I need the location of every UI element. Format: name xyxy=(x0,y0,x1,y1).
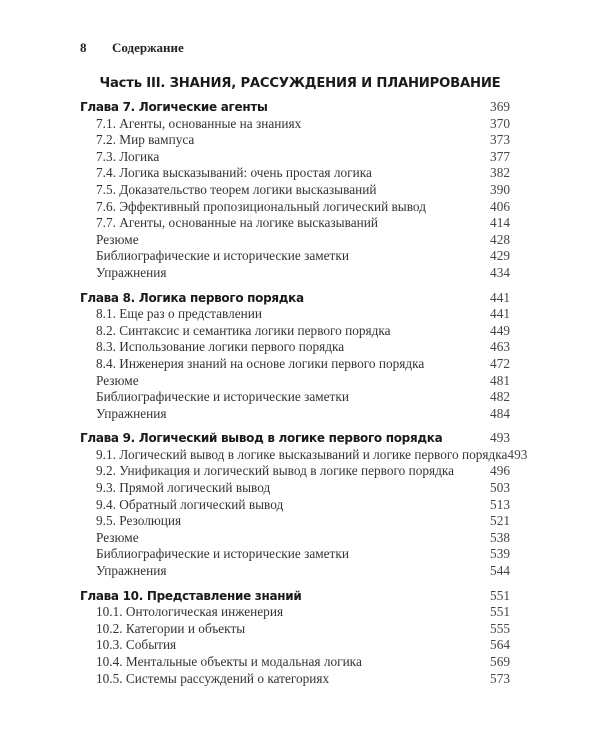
toc-entry-title: 7.5. Доказательство теорем логики высказываний xyxy=(96,181,377,197)
toc-entry-title: 8.2. Синтаксис и семантика логики первого порядка xyxy=(96,322,391,338)
toc-entry xyxy=(80,389,510,406)
toc-entry-page: 472 xyxy=(490,355,510,371)
toc-entry-title: Упражнения xyxy=(96,264,167,280)
toc-entry-page: 569 xyxy=(490,654,510,669)
toc-entry-title: Библиографические и исторические заметки xyxy=(96,248,349,264)
toc-entry-title: 10.2. Категории и объекты xyxy=(96,620,246,636)
toc-entry-title: 9.3. Прямой логический вывод xyxy=(96,480,271,496)
page-number: 8 xyxy=(80,40,87,55)
toc-entry xyxy=(80,563,510,580)
toc-entry-page: 513 xyxy=(490,496,510,512)
toc-entry-page: 521 xyxy=(490,513,510,529)
toc-entry-page: 428 xyxy=(490,231,510,247)
toc-entry-title: Резюме xyxy=(96,529,139,545)
toc-entry-page: 373 xyxy=(490,132,510,148)
toc-entry xyxy=(80,480,510,497)
toc-entry-title: 9.5. Резолюция xyxy=(96,513,182,529)
toc-entry-title: Упражнения xyxy=(96,563,167,579)
toc-entry-title: 8.4. Инженерия знаний на основе логики первого порядка xyxy=(96,355,425,371)
toc-entry-page: 434 xyxy=(490,264,510,280)
toc-entry-page: 390 xyxy=(490,181,510,197)
toc-entry xyxy=(80,132,510,149)
toc-entry-title: 9.4. Обратный логический вывод xyxy=(96,496,284,512)
toc-entry-page: 406 xyxy=(490,198,510,214)
toc-entry-page: 539 xyxy=(490,546,510,562)
toc-entry-title: 9.1. Логический вывод в логике высказываний и логике первого порядка xyxy=(96,446,508,462)
toc-chapter xyxy=(80,588,510,605)
toc-entry xyxy=(80,323,510,340)
toc-entry xyxy=(80,232,510,249)
toc-chapter-title: Глава 7. Логические агенты xyxy=(80,100,268,114)
toc-entry xyxy=(80,339,510,356)
toc-entry-page: 551 xyxy=(490,604,510,620)
toc-entry-page: 544 xyxy=(490,563,510,579)
toc-chapter xyxy=(80,290,510,307)
toc-chapter-title: Глава 8. Логика первого порядка xyxy=(80,290,304,305)
toc-entry-page: 564 xyxy=(490,637,510,653)
toc-entry-page: 493 xyxy=(507,446,528,462)
running-head-title: Содержание xyxy=(112,40,184,55)
toc-chapter-title: Глава 10. Представление знаний xyxy=(80,588,302,603)
toc-entry-page: 503 xyxy=(490,480,510,496)
toc-entry-title: 7.4. Логика высказываний: очень простая логика xyxy=(96,165,372,181)
toc-entry xyxy=(80,497,510,514)
part-title: Часть III. ЗНАНИЯ, РАССУЖДЕНИЯ И ПЛАНИРОВАНИЕ xyxy=(99,76,501,91)
toc-entry xyxy=(80,356,510,373)
toc-entry xyxy=(80,446,528,464)
toc-chapter-page: 551 xyxy=(490,587,510,603)
toc-entry xyxy=(80,165,510,182)
toc-entry xyxy=(80,637,510,654)
toc-entry-page: 463 xyxy=(490,339,510,355)
toc-entry-page: 496 xyxy=(490,463,510,479)
toc-entry xyxy=(80,513,510,530)
toc-entry-title: 10.1. Онтологическая инженерия xyxy=(96,604,284,620)
toc-entry xyxy=(80,182,510,199)
toc-entry xyxy=(80,654,510,671)
toc-entry xyxy=(80,265,510,282)
toc-entry-page: 555 xyxy=(490,620,510,636)
toc-entry-page: 429 xyxy=(490,248,510,264)
toc-entry xyxy=(80,463,510,480)
toc-entry xyxy=(80,215,510,232)
toc-entry-title: 7.6. Эффективный пропозициональный логический вывод xyxy=(96,198,426,214)
toc-entry xyxy=(80,406,510,423)
toc-entry-page: 441 xyxy=(490,306,510,322)
running-head xyxy=(80,40,184,56)
toc-entry-title: Резюме xyxy=(96,231,139,247)
toc-entry-page: 538 xyxy=(490,529,510,545)
table-of-contents xyxy=(80,99,528,687)
toc-entry xyxy=(80,116,510,133)
toc-chapter-title: Глава 9. Логический вывод в логике первого порядка xyxy=(80,431,443,446)
toc-entry-page: 573 xyxy=(490,670,510,686)
toc-entry-page: 482 xyxy=(490,389,510,405)
toc-entry-title: 10.4. Ментальные объекты и модальная логика xyxy=(96,654,362,669)
toc-entry-title: Упражнения xyxy=(96,405,167,421)
toc-entry-title: 8.3. Использование логики первого порядка xyxy=(96,339,345,355)
toc-entry xyxy=(80,248,510,265)
toc-chapter xyxy=(80,99,510,116)
toc-entry-title: 8.1. Еще раз о представлении xyxy=(96,306,262,322)
toc-entry-page: 382 xyxy=(490,165,510,181)
toc-entry-page: 414 xyxy=(490,215,510,231)
toc-entry xyxy=(80,373,510,390)
toc-entry-title: 7.1. Агенты, основанные на знаниях xyxy=(96,115,302,131)
toc-entry-title: 10.5. Системы рассуждений о категориях xyxy=(96,670,330,686)
toc-entry xyxy=(80,306,510,323)
toc-entry-page: 370 xyxy=(490,115,510,131)
toc-entry-page: 484 xyxy=(490,405,510,421)
toc-chapter-page: 493 xyxy=(490,430,510,446)
toc-entry-title: 7.7. Агенты, основанные на логике высказываний xyxy=(96,215,378,231)
toc-entry-title: 7.3. Логика xyxy=(96,148,160,164)
toc-entry-title: 10.3. События xyxy=(96,637,177,653)
toc-entry xyxy=(80,149,510,166)
toc-entry xyxy=(80,530,510,547)
toc-entry xyxy=(80,546,510,563)
toc-entry-page: 449 xyxy=(490,322,510,338)
toc-entry-title: Библиографические и исторические заметки xyxy=(96,389,349,405)
toc-entry-title: Библиографические и исторические заметки xyxy=(96,546,349,562)
toc-entry xyxy=(80,199,510,216)
toc-entry-title: 7.2. Мир вампуса xyxy=(96,132,195,148)
toc-chapter xyxy=(80,430,510,447)
toc-entry xyxy=(80,621,510,638)
toc-chapter-page: 441 xyxy=(490,289,510,305)
toc-entry-page: 481 xyxy=(490,372,510,388)
toc-entry xyxy=(80,671,510,688)
toc-entry-title: Резюме xyxy=(96,372,139,388)
toc-entry-page: 377 xyxy=(490,148,510,164)
toc-entry-title: 9.2. Унификация и логический вывод в логике первого порядка xyxy=(96,463,455,479)
toc-entry xyxy=(80,604,510,621)
toc-chapter-page: 369 xyxy=(490,99,510,114)
